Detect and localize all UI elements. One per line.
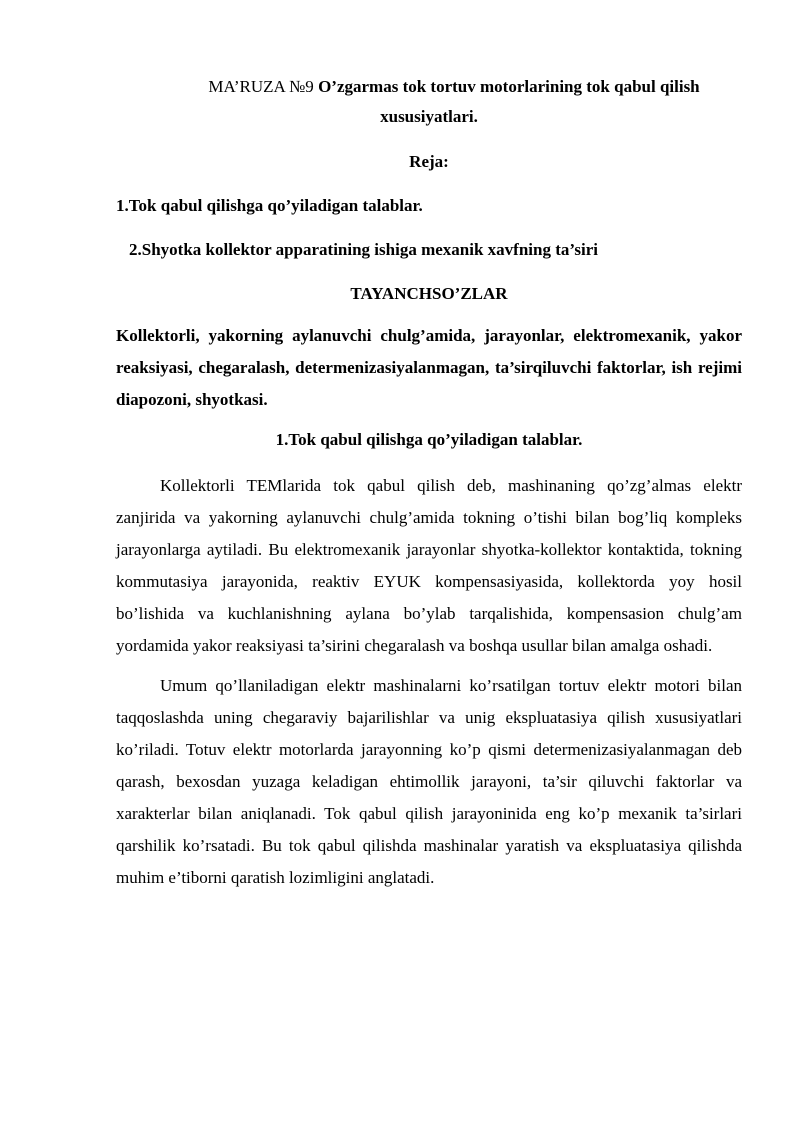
- section-1-heading: 1.Tok qabul qilishga qo’yiladigan talablar.: [275, 430, 583, 449]
- paragraph-2: Umum qo’llaniladigan elektr mashinalarni ko’rsatilgan tortuv elektr motori bilan taqqoslashda uning chegaraviy bajarilishlar va unig ekspluatasiya qilish xususiyatlari ko’riladi. Totuv elektr motorlarda jarayonning ko’p qismi determenizasiyalanmagan deb qarash, bexosdan yuzaga keladigan ehtimollik jarayoni, ta’sir qiluvchi faktorlar va xarakterlar bilan aniqlanadi. Tok qabul qilish jarayoninida eng ko’p mexanik ta’sirlari qarshilik ko’rsatadi. Bu tok qabul qilishda mashinalar yaratish va ekspluatasiya qilishda muhim e’tiborni qaratish lozimligini anglatadi.: [116, 676, 742, 887]
- paragraph-1: Kollektorli TEMlarida tok qabul qilish deb, mashinaning qo’zg’almas elektr zanjirida va yakorning aylanuvchi chulg’amida tokning o’tishi bilan bog’liq kompleks jarayonlarga aytiladi. Bu elektromexanik jarayonlar shyotka-kollektor kontaktida, tokning kommutasiya jarayonida, reaktiv EYUK kompensasiyasida, kollektorda yoy hosil bo’lishida va kuchlanishning aylana bo’ylab tarqalishida, kompensasion chulg’am yordamida yakor reaksiyasi ta’sirini chegaralash va boshqa usullar bilan amalga oshadi.: [116, 476, 742, 655]
- document-page: [116, 72, 742, 894]
- keywords-heading: TAYANCHSO’ZLAR: [350, 284, 508, 303]
- title-prefix: MA’RUZA №9: [208, 77, 319, 96]
- plan-heading: Reja:: [409, 152, 449, 171]
- title-line-1: [116, 72, 742, 102]
- plan-item-2: 2.Shyotka kollektor apparatining ishiga mexanik xavfning ta’siri: [129, 240, 598, 259]
- plan-item-1: 1.Tok qabul qilishga qo’yiladigan talablar.: [116, 196, 423, 215]
- title-line-2: xususiyatlari.: [380, 107, 478, 126]
- keywords-text: Kollektorli, yakorning aylanuvchi chulg’amida, jarayonlar, elektromexanik, yakor reaksiyasi, chegaralash, determenizasiyalanmagan, ta’sirqiluvchi faktorlar, ish rejimi diapozoni, shyotkasi.: [116, 326, 742, 409]
- title-topic: O’zgarmas tok tortuv motorlarining tok qabul qilish: [318, 77, 700, 96]
- lecture-title: [116, 72, 742, 132]
